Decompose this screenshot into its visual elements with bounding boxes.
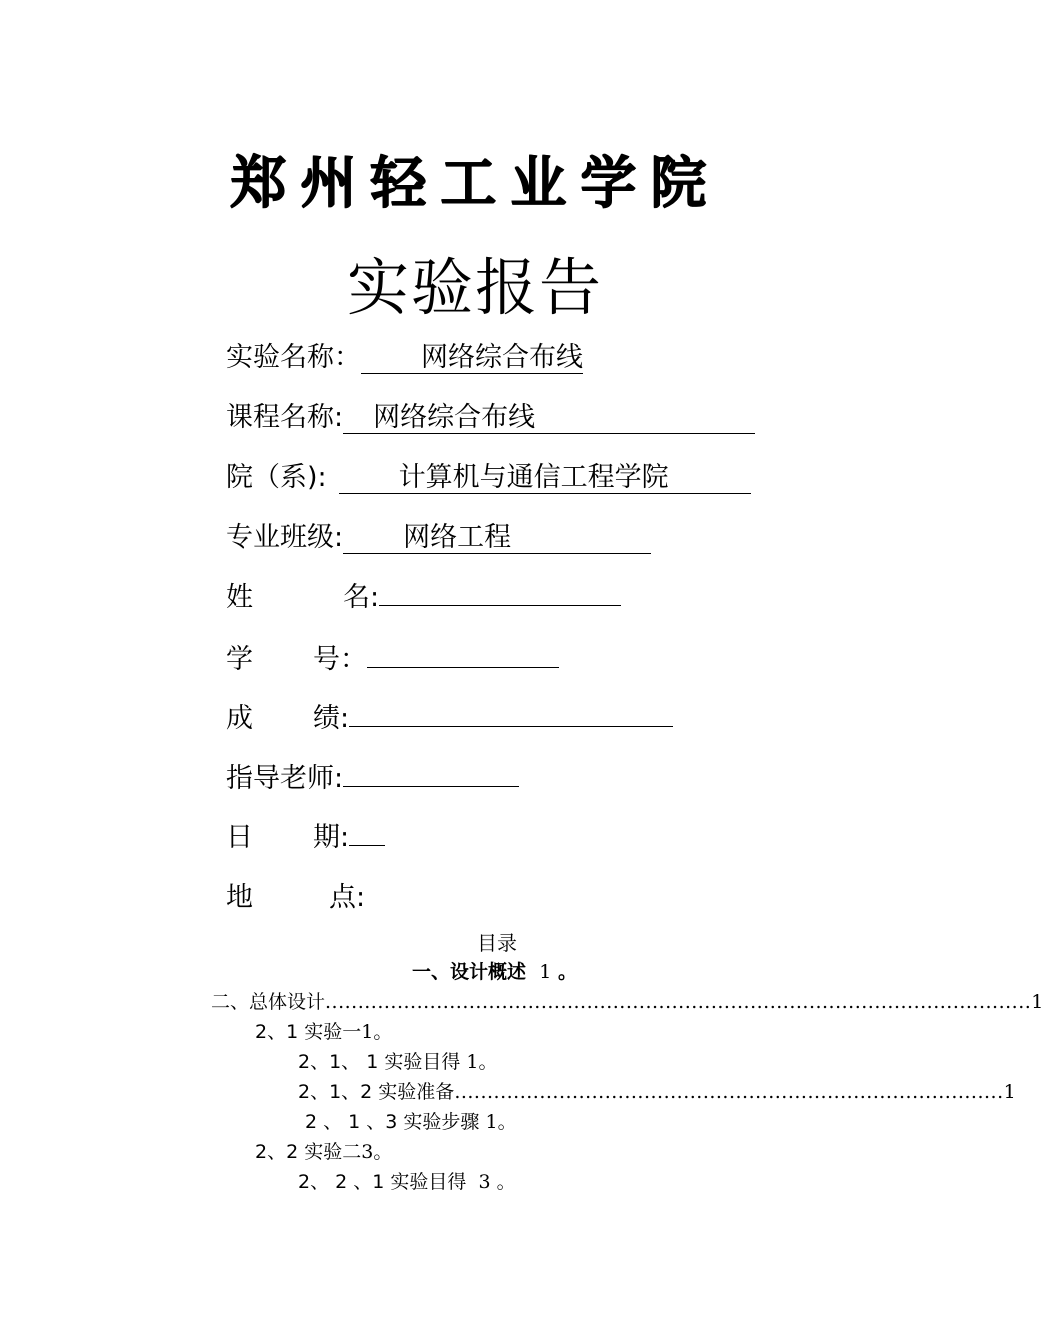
school-name: 郑州轻工业学院 bbox=[230, 150, 720, 216]
field-value: 网络综合布线 bbox=[343, 403, 755, 434]
report-title: 实验报告 bbox=[346, 251, 603, 324]
field-label-a: 成 bbox=[226, 703, 253, 734]
field-course-name bbox=[226, 400, 755, 436]
field-grade bbox=[226, 701, 673, 737]
field-label: 专业班级: bbox=[226, 522, 344, 553]
field-value bbox=[379, 605, 621, 606]
field-value bbox=[349, 726, 673, 727]
field-label-a: 地 bbox=[226, 882, 253, 913]
field-value: 网络工程 bbox=[343, 523, 651, 554]
toc-entry: 2 、 1 、3 实验步骤 1。 bbox=[305, 1111, 517, 1133]
toc-entry: 一、设计概述 1 。 bbox=[412, 961, 577, 983]
field-value bbox=[349, 845, 385, 846]
field-value bbox=[367, 667, 559, 668]
field-value: 计算机与通信工程学院 bbox=[339, 463, 751, 494]
field-label: 实验名称： bbox=[226, 342, 361, 373]
field-label-b: 绩: bbox=[313, 703, 350, 734]
toc-entry: 2、1、2 实验准备 .................................................................................... 1 bbox=[298, 1081, 1016, 1103]
field-date bbox=[226, 820, 385, 856]
field-student-name bbox=[226, 580, 621, 616]
toc-entry: 二、总体设计 ............................................................................................................ 1 bbox=[211, 991, 1043, 1013]
field-value bbox=[343, 786, 519, 787]
field-label-a: 姓 bbox=[226, 582, 253, 613]
field-label-b: 号： bbox=[313, 644, 367, 675]
field-label-b: 名: bbox=[343, 582, 380, 613]
field-label: 课程名称: bbox=[226, 402, 344, 433]
toc-entry: 2、2 实验二3。 bbox=[255, 1141, 393, 1163]
field-label: 指导老师: bbox=[226, 763, 344, 794]
field-class bbox=[226, 520, 651, 556]
toc-leader: ............................................................................................................ bbox=[325, 991, 1032, 1013]
field-location bbox=[226, 880, 365, 916]
field-label-b: 期: bbox=[313, 822, 350, 853]
field-advisor bbox=[226, 761, 519, 797]
toc-title: 目录 bbox=[477, 931, 517, 955]
field-label-a: 日 bbox=[226, 822, 253, 853]
field-student-id bbox=[226, 642, 559, 678]
toc-entry: 2、1、 1 实验目得 1。 bbox=[298, 1051, 498, 1073]
field-value: 网络综合布线 bbox=[361, 343, 583, 374]
toc-entry: 2、1 实验一1。 bbox=[255, 1021, 393, 1043]
field-label-b: 点: bbox=[329, 882, 366, 913]
field-experiment-name bbox=[226, 340, 583, 376]
toc-entry: 2、 2 、1 实验目得 3 。 bbox=[298, 1171, 516, 1193]
field-department bbox=[226, 460, 751, 496]
field-label-a: 学 bbox=[226, 644, 253, 675]
field-label: 院（系): bbox=[226, 462, 327, 493]
toc-leader: .................................................................................... bbox=[454, 1081, 1004, 1103]
